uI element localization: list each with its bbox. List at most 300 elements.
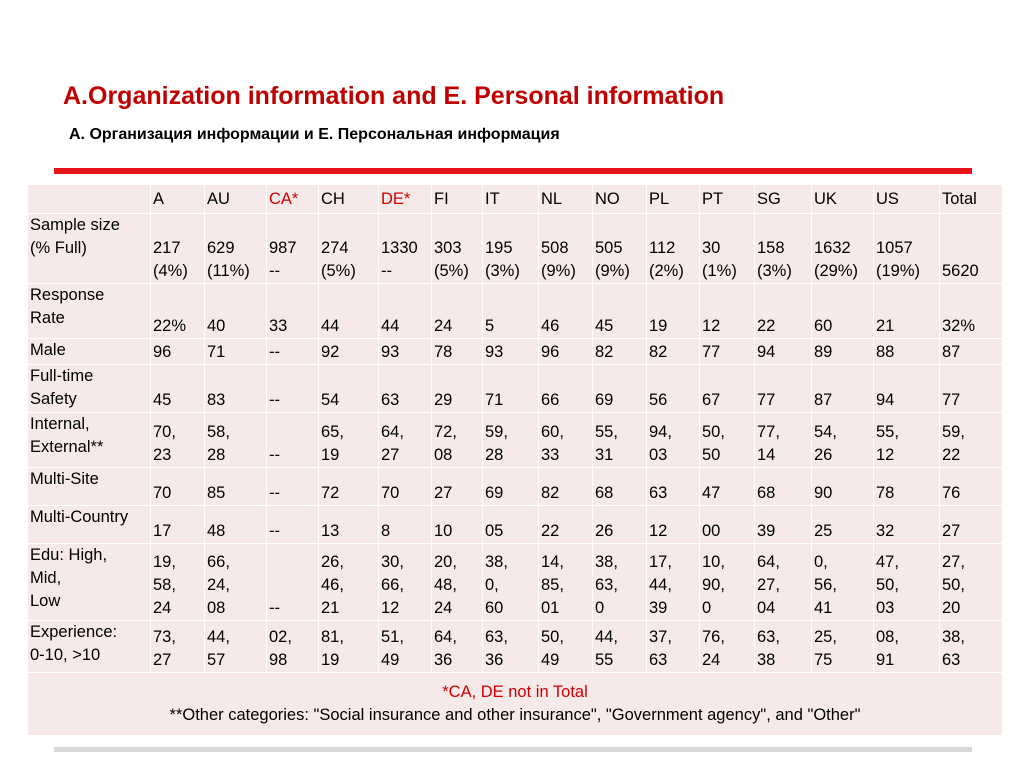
- cell-line: 12: [381, 599, 400, 617]
- cell-line: 05: [485, 522, 504, 540]
- cell-line: 49: [381, 651, 400, 669]
- cell-line: 49: [541, 651, 560, 669]
- table-cell: [205, 468, 267, 506]
- cell-line: 77: [757, 391, 776, 409]
- cell-line: 38,: [942, 628, 965, 646]
- cell-line: 21: [876, 317, 895, 335]
- cell-line: 39: [649, 599, 668, 617]
- cell-line: --: [269, 446, 280, 464]
- cell-line: 19: [321, 446, 340, 464]
- table-cell: [812, 621, 874, 673]
- table-cell: [940, 544, 1003, 621]
- table-cell: [874, 365, 940, 413]
- table-cell: [267, 365, 319, 413]
- table-cell: [151, 284, 205, 339]
- cell-line: 40: [207, 317, 226, 335]
- slide-title: A.Organization information and E. Personal information: [63, 82, 725, 110]
- cell-line: 47: [702, 484, 721, 502]
- table-cell: [874, 284, 940, 339]
- cell-line: 68: [595, 484, 614, 502]
- table-cell: [812, 468, 874, 506]
- cell-line: 26: [814, 446, 833, 464]
- cell-line: 8: [381, 522, 391, 540]
- cell-line: 32: [876, 522, 895, 540]
- cell-line: 46,: [321, 576, 344, 594]
- table-cell: [319, 544, 379, 621]
- table-cell: [267, 468, 319, 506]
- cell-line: 03: [649, 446, 668, 464]
- cell-line: 14,: [541, 553, 564, 571]
- table-header-row: [28, 185, 1003, 214]
- row-label-line: Mid,: [30, 569, 62, 587]
- table-cell: [267, 284, 319, 339]
- table-cell: [539, 413, 593, 468]
- cell-line: 29: [434, 391, 453, 409]
- cell-line: (2%): [649, 262, 684, 280]
- cell-line: 50,: [702, 423, 725, 441]
- table-cell: [379, 339, 432, 365]
- table-cell: [205, 339, 267, 365]
- table-cell: [539, 544, 593, 621]
- table-row: [28, 413, 1003, 468]
- cell-line: 57: [207, 651, 226, 669]
- table-cell: [647, 413, 700, 468]
- row-label: [28, 544, 151, 621]
- table-cell: [151, 365, 205, 413]
- table-cell: [539, 284, 593, 339]
- cell-line: 93: [381, 343, 400, 361]
- table-cell: [755, 413, 812, 468]
- cell-line: 54: [321, 391, 340, 409]
- table-cell: [539, 468, 593, 506]
- cell-line: 58,: [153, 576, 176, 594]
- row-label-line: Sample size: [30, 216, 120, 234]
- cell-line: 20,: [434, 553, 457, 571]
- cell-line: 27,: [757, 576, 780, 594]
- cell-line: 22: [541, 522, 560, 540]
- table-cell: [151, 468, 205, 506]
- table-cell: [647, 339, 700, 365]
- column-header: SG: [755, 185, 812, 214]
- table-cell: [267, 413, 319, 468]
- cell-line: 63: [381, 391, 400, 409]
- table-cell: [379, 544, 432, 621]
- cell-line: 64,: [381, 423, 404, 441]
- cell-line: 71: [207, 343, 226, 361]
- cell-line: 195: [485, 239, 513, 257]
- cell-line: --: [269, 599, 280, 617]
- table-cell: [205, 506, 267, 544]
- cell-line: 45: [153, 391, 172, 409]
- cell-line: 0: [702, 599, 712, 617]
- table-cell: [812, 284, 874, 339]
- table-cell: [539, 214, 593, 284]
- table-row: [28, 468, 1003, 506]
- row-label: [28, 621, 151, 673]
- cell-line: 27: [381, 446, 400, 464]
- table-cell: [151, 506, 205, 544]
- table-row: [28, 621, 1003, 673]
- cell-line: 22%: [153, 317, 187, 335]
- table-row: [28, 365, 1003, 413]
- table-cell: [432, 468, 483, 506]
- table-cell: [432, 284, 483, 339]
- cell-line: 22: [942, 446, 961, 464]
- column-header: FI: [432, 185, 483, 214]
- table-cell: [755, 621, 812, 673]
- cell-line: 01: [541, 599, 560, 617]
- cell-line: 50: [702, 446, 721, 464]
- table-cell: [593, 339, 647, 365]
- table-cell: [647, 621, 700, 673]
- table-cell: [755, 339, 812, 365]
- table-cell: [379, 468, 432, 506]
- table-cell: [700, 214, 755, 284]
- row-label-line: Multi-Site: [30, 470, 99, 488]
- cell-line: 41: [814, 599, 833, 617]
- cell-line: 92: [321, 343, 340, 361]
- cell-line: 37,: [649, 628, 672, 646]
- cell-line: 73,: [153, 628, 176, 646]
- table-cell: [379, 284, 432, 339]
- cell-line: 12: [876, 446, 895, 464]
- cell-line: 64,: [434, 628, 457, 646]
- row-label-line: Safety: [30, 390, 77, 408]
- cell-line: 98: [269, 651, 288, 669]
- cell-line: 303: [434, 239, 462, 257]
- table-cell: [940, 365, 1003, 413]
- cell-line: 27: [153, 651, 172, 669]
- row-label: [28, 284, 151, 339]
- cell-line: 76: [942, 484, 961, 502]
- table-cell: [874, 413, 940, 468]
- header-corner: [28, 185, 151, 214]
- cell-line: 25: [814, 522, 833, 540]
- cell-line: --: [381, 262, 392, 280]
- row-label-line: Response: [30, 286, 105, 304]
- cell-line: 89: [814, 343, 833, 361]
- table-cell: [812, 413, 874, 468]
- table-cell: [940, 413, 1003, 468]
- cell-line: 94: [757, 343, 776, 361]
- cell-line: 17: [153, 522, 172, 540]
- table-cell: [755, 214, 812, 284]
- table-cell: [319, 214, 379, 284]
- table-cell: [483, 365, 539, 413]
- cell-line: 24: [702, 651, 721, 669]
- cell-line: 505: [595, 239, 623, 257]
- cell-line: 31: [595, 446, 614, 464]
- table-cell: [267, 621, 319, 673]
- cell-line: 27: [942, 522, 961, 540]
- table-cell: [432, 544, 483, 621]
- table-cell: [205, 284, 267, 339]
- table-cell: [319, 284, 379, 339]
- cell-line: 39: [757, 522, 776, 540]
- cell-line: 36: [434, 651, 453, 669]
- table-cell: [205, 621, 267, 673]
- table-cell: [755, 284, 812, 339]
- cell-line: 25,: [814, 628, 837, 646]
- cell-line: 10: [434, 522, 453, 540]
- table-cell: [483, 284, 539, 339]
- cell-line: 22: [757, 317, 776, 335]
- cell-line: 44: [381, 317, 400, 335]
- table-cell: [874, 339, 940, 365]
- cell-line: 5620: [942, 262, 979, 280]
- cell-line: (4%): [153, 262, 188, 280]
- cell-line: 0: [595, 599, 605, 617]
- cell-line: 66,: [207, 553, 230, 571]
- row-label-line: Edu: High,: [30, 546, 108, 564]
- row-label-line: Multi-Country: [30, 508, 129, 526]
- table-cell: [874, 468, 940, 506]
- cell-line: 26,: [321, 553, 344, 571]
- table-cell: [379, 506, 432, 544]
- cell-line: 24: [153, 599, 172, 617]
- cell-line: 66: [541, 391, 560, 409]
- table-cell: [647, 506, 700, 544]
- table-cell: [940, 506, 1003, 544]
- cell-line: 71: [485, 391, 504, 409]
- cell-line: 19,: [153, 553, 176, 571]
- table-cell: [319, 365, 379, 413]
- column-header: UK: [812, 185, 874, 214]
- row-label: [28, 506, 151, 544]
- cell-line: 112: [649, 239, 676, 257]
- table-cell: [379, 621, 432, 673]
- cell-line: (1%): [702, 262, 737, 280]
- table-cell: [812, 544, 874, 621]
- table-cell: [940, 468, 1003, 506]
- table-cell: [700, 413, 755, 468]
- table-cell: [593, 544, 647, 621]
- table-cell: [874, 506, 940, 544]
- cell-line: (3%): [757, 262, 792, 280]
- row-label-line: External**: [30, 438, 104, 456]
- cell-line: 64,: [757, 553, 780, 571]
- row-label-line: Experience:: [30, 623, 118, 641]
- cell-line: 77: [702, 343, 721, 361]
- cell-line: 60: [485, 599, 504, 617]
- cell-line: 93: [485, 343, 504, 361]
- table-cell: [539, 621, 593, 673]
- cell-line: 44: [321, 317, 340, 335]
- table-cell: [700, 339, 755, 365]
- cell-line: 82: [595, 343, 614, 361]
- cell-line: --: [269, 262, 280, 280]
- table-cell: [432, 365, 483, 413]
- table-cell: [755, 468, 812, 506]
- cell-line: 77,: [757, 423, 780, 441]
- cell-line: 158: [757, 239, 785, 257]
- column-header: DE*: [379, 185, 432, 214]
- cell-line: (3%): [485, 262, 520, 280]
- cell-line: 03: [876, 599, 895, 617]
- row-label: [28, 413, 151, 468]
- table-cell: [151, 214, 205, 284]
- cell-line: 32%: [942, 317, 976, 335]
- cell-line: (9%): [541, 262, 576, 280]
- cell-line: 48: [207, 522, 226, 540]
- table-row: [28, 284, 1003, 339]
- table-cell: [874, 214, 940, 284]
- table-cell: [755, 544, 812, 621]
- column-header: NO: [593, 185, 647, 214]
- cell-line: 90,: [702, 576, 725, 594]
- cell-line: 44,: [649, 576, 672, 594]
- cell-line: 1057: [876, 239, 913, 257]
- table-cell: [812, 506, 874, 544]
- cell-line: 27,: [942, 553, 965, 571]
- cell-line: 96: [541, 343, 560, 361]
- cell-line: 54,: [814, 423, 837, 441]
- column-header: CA*: [267, 185, 319, 214]
- cell-line: 77: [942, 391, 961, 409]
- row-label: [28, 468, 151, 506]
- cell-line: 08: [434, 446, 453, 464]
- table-cell: [755, 365, 812, 413]
- cell-line: 76,: [702, 628, 725, 646]
- table-cell: [319, 339, 379, 365]
- table-cell: [267, 339, 319, 365]
- column-header: Total: [940, 185, 1003, 214]
- row-label-line: (% Full): [30, 239, 87, 257]
- table-cell: [647, 544, 700, 621]
- table-cell: [151, 339, 205, 365]
- table-cell: [700, 365, 755, 413]
- cell-line: 90: [814, 484, 833, 502]
- cell-line: 44,: [207, 628, 230, 646]
- cell-line: 87: [814, 391, 833, 409]
- row-label-line: Full-time: [30, 367, 94, 385]
- cell-line: 27: [434, 484, 453, 502]
- cell-line: 20: [942, 599, 961, 617]
- cell-line: 85: [207, 484, 226, 502]
- cell-line: 28: [485, 446, 504, 464]
- cell-line: 1330: [381, 239, 418, 257]
- column-header: NL: [539, 185, 593, 214]
- cell-line: 14: [757, 446, 776, 464]
- row-label: [28, 214, 151, 284]
- table-cell: [267, 544, 319, 621]
- table-cell: [647, 468, 700, 506]
- column-header: PL: [647, 185, 700, 214]
- cell-line: (5%): [321, 262, 356, 280]
- cell-line: 26: [595, 522, 614, 540]
- cell-line: 23: [153, 446, 172, 464]
- cell-line: 59,: [942, 423, 965, 441]
- cell-line: --: [269, 522, 280, 540]
- cell-line: 38: [757, 651, 776, 669]
- cell-line: 60: [814, 317, 833, 335]
- cell-line: 50,: [541, 628, 564, 646]
- cell-line: (11%): [207, 262, 250, 280]
- cell-line: 70,: [153, 423, 176, 441]
- row-label-line: Male: [30, 341, 66, 359]
- cell-line: 30: [702, 239, 721, 257]
- table-cell: [151, 413, 205, 468]
- table-cell: [940, 214, 1003, 284]
- cell-line: --: [269, 343, 280, 361]
- cell-line: 987: [269, 239, 297, 257]
- table-cell: [874, 621, 940, 673]
- cell-line: 12: [649, 522, 668, 540]
- cell-line: (9%): [595, 262, 630, 280]
- cell-line: 63,: [595, 576, 618, 594]
- cell-line: 69: [595, 391, 614, 409]
- table-cell: [700, 544, 755, 621]
- footnote-cell: [28, 673, 1003, 736]
- footer-divider: [54, 747, 972, 752]
- table-cell: [700, 468, 755, 506]
- slide-subtitle: А. Организация информации и Е. Персональная информация: [69, 126, 560, 143]
- table-cell: [432, 413, 483, 468]
- cell-line: 28: [207, 446, 226, 464]
- cell-line: 55,: [876, 423, 899, 441]
- cell-line: --: [269, 391, 280, 409]
- cell-line: 65,: [321, 423, 344, 441]
- cell-line: 85,: [541, 576, 564, 594]
- table-cell: [940, 339, 1003, 365]
- column-header: A: [151, 185, 205, 214]
- cell-line: 08: [207, 599, 226, 617]
- row-label-line: Low: [30, 592, 61, 610]
- table-cell: [319, 506, 379, 544]
- table-cell: [700, 621, 755, 673]
- footnote-row: [28, 673, 1003, 736]
- table-cell: [593, 413, 647, 468]
- table-cell: [940, 284, 1003, 339]
- cell-line: 72: [321, 484, 340, 502]
- table-cell: [593, 621, 647, 673]
- table-cell: [151, 544, 205, 621]
- cell-line: 69: [485, 484, 504, 502]
- row-label: [28, 365, 151, 413]
- cell-line: 56: [649, 391, 668, 409]
- table-cell: [483, 214, 539, 284]
- cell-line: 08,: [876, 628, 899, 646]
- column-header: IT: [483, 185, 539, 214]
- table-cell: [539, 506, 593, 544]
- table-cell: [267, 506, 319, 544]
- cell-line: 24: [434, 599, 453, 617]
- cell-line: 70: [153, 484, 172, 502]
- row-label-line: 0-10, >10: [30, 646, 101, 664]
- cell-line: 78: [434, 343, 453, 361]
- cell-line: 72,: [434, 423, 457, 441]
- cell-line: 50,: [876, 576, 899, 594]
- table-cell: [205, 214, 267, 284]
- cell-line: 12: [702, 317, 721, 335]
- cell-line: 0,: [485, 576, 499, 594]
- cell-line: 19: [321, 651, 340, 669]
- table-cell: [483, 413, 539, 468]
- cell-line: 46: [541, 317, 560, 335]
- cell-line: 55: [595, 651, 614, 669]
- cell-line: 02,: [269, 628, 292, 646]
- table-cell: [483, 339, 539, 365]
- table-cell: [319, 413, 379, 468]
- cell-line: 274: [321, 239, 349, 257]
- cell-line: 55,: [595, 423, 618, 441]
- cell-line: 70: [381, 484, 400, 502]
- cell-line: 38,: [485, 553, 508, 571]
- row-label-line: Rate: [30, 309, 65, 327]
- table-body: [28, 185, 1003, 736]
- cell-line: 68: [757, 484, 776, 502]
- table-cell: [593, 284, 647, 339]
